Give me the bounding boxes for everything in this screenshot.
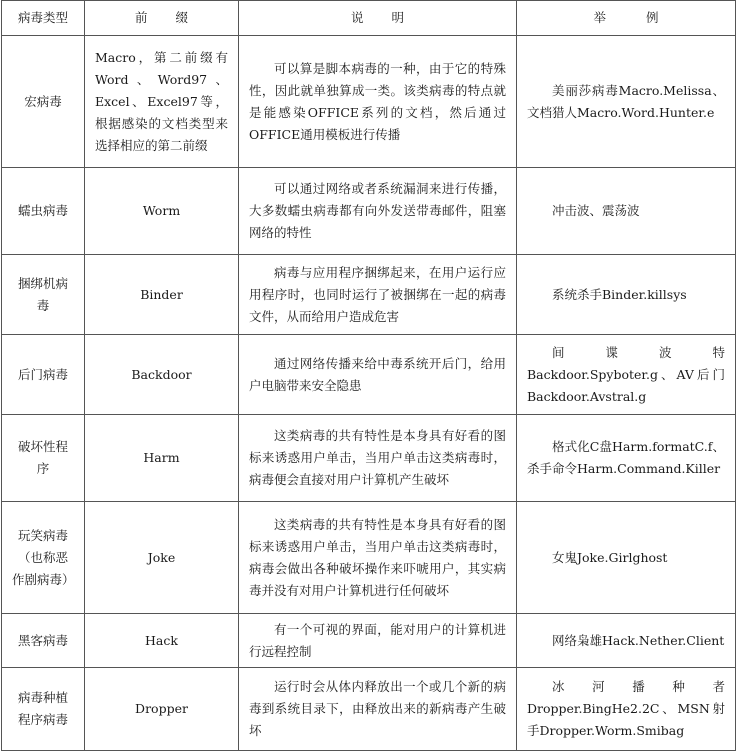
- table-row: [2, 168, 736, 255]
- example-cell: 美丽莎病毒Macro.Melissa、文档猎人Macro.Word.Hunter.e: [517, 36, 736, 168]
- prefix-cell: Macro，第二前缀有Word、Word97、Excel、Excel97等，根据感染的文档类型来选择相应的第二前缀: [85, 36, 239, 168]
- prefix-cell: Binder: [85, 255, 239, 335]
- prefix-cell: Dropper: [85, 668, 239, 751]
- description-cell: 运行时会从体内释放出一个或几个新的病毒到系统目录下，由释放出来的新病毒产生破坏: [239, 668, 517, 751]
- table-row: [2, 502, 736, 614]
- example-cell: 女鬼Joke.Girlghost: [517, 502, 736, 614]
- description-cell: 这类病毒的共有特性是本身具有好看的图标来诱惑用户单击，当用户单击这类病毒时，病毒会做出各种破坏操作来吓唬用户，其实病毒并没有对用户计算机进行任何破坏: [239, 502, 517, 614]
- table-row: [2, 335, 736, 415]
- prefix-cell: Hack: [85, 614, 239, 668]
- table-row: [2, 415, 736, 502]
- table-row: [2, 255, 736, 335]
- example-cell: 系统杀手Binder.killsys: [517, 255, 736, 335]
- description-cell: 可以通过网络或者系统漏洞来进行传播，大多数蠕虫病毒都有向外发送带毒邮件，阻塞网络的特性: [239, 168, 517, 255]
- header-prefix: 前缀: [85, 1, 239, 36]
- description-cell: 这类病毒的共有特性是本身具有好看的图标来诱惑用户单击，当用户单击这类病毒时，病毒便会直接对用户计算机产生破坏: [239, 415, 517, 502]
- description-cell: 通过网络传播来给中毒系统开后门，给用户电脑带来安全隐患: [239, 335, 517, 415]
- example-cell: 格式化C盘Harm.formatC.f、杀手命令Harm.Command.Killer: [517, 415, 736, 502]
- example-cell: 冲击波、震荡波: [517, 168, 736, 255]
- virus-type-cell: 黑客病毒: [2, 614, 85, 668]
- prefix-cell: Joke: [85, 502, 239, 614]
- virus-type-cell: 破坏性程序: [2, 415, 85, 502]
- description-cell: 可以算是脚本病毒的一种，由于它的特殊性，因此就单独算成一类。该类病毒的特点就是能感染OFFICE系列的文档，然后通过OFFICE通用模板进行传播: [239, 36, 517, 168]
- header-example: 举例: [517, 1, 736, 36]
- example-cell: 网络枭雄Hack.Nether.Client: [517, 614, 736, 668]
- virus-type-table: [1, 0, 736, 751]
- description-cell: 病毒与应用程序捆绑起来，在用户运行应用程序时，也同时运行了被捆绑在一起的病毒文件，从而给用户造成危害: [239, 255, 517, 335]
- description-cell: 有一个可视的界面，能对用户的计算机进行远程控制: [239, 614, 517, 668]
- table-row: [2, 36, 736, 168]
- header-type: 病毒类型: [2, 1, 85, 36]
- prefix-cell: Worm: [85, 168, 239, 255]
- table-row: [2, 668, 736, 751]
- example-cell: 冰河播种者Dropper.BingHe2.2C、MSN射手Dropper.Worm.Smibag: [517, 668, 736, 751]
- virus-type-cell: 玩笑病毒（也称恶作剧病毒）: [2, 502, 85, 614]
- prefix-cell: Harm: [85, 415, 239, 502]
- virus-type-cell: 病毒种植程序病毒: [2, 668, 85, 751]
- virus-type-cell: 后门病毒: [2, 335, 85, 415]
- header-row: [2, 1, 736, 36]
- virus-type-cell: 宏病毒: [2, 36, 85, 168]
- header-description: 说明: [239, 1, 517, 36]
- virus-type-cell: 捆绑机病毒: [2, 255, 85, 335]
- virus-type-cell: 蠕虫病毒: [2, 168, 85, 255]
- table-row: [2, 614, 736, 668]
- prefix-cell: Backdoor: [85, 335, 239, 415]
- example-cell: 间谍波特Backdoor.Spyboter.g、AV后门Backdoor.Avstral.g: [517, 335, 736, 415]
